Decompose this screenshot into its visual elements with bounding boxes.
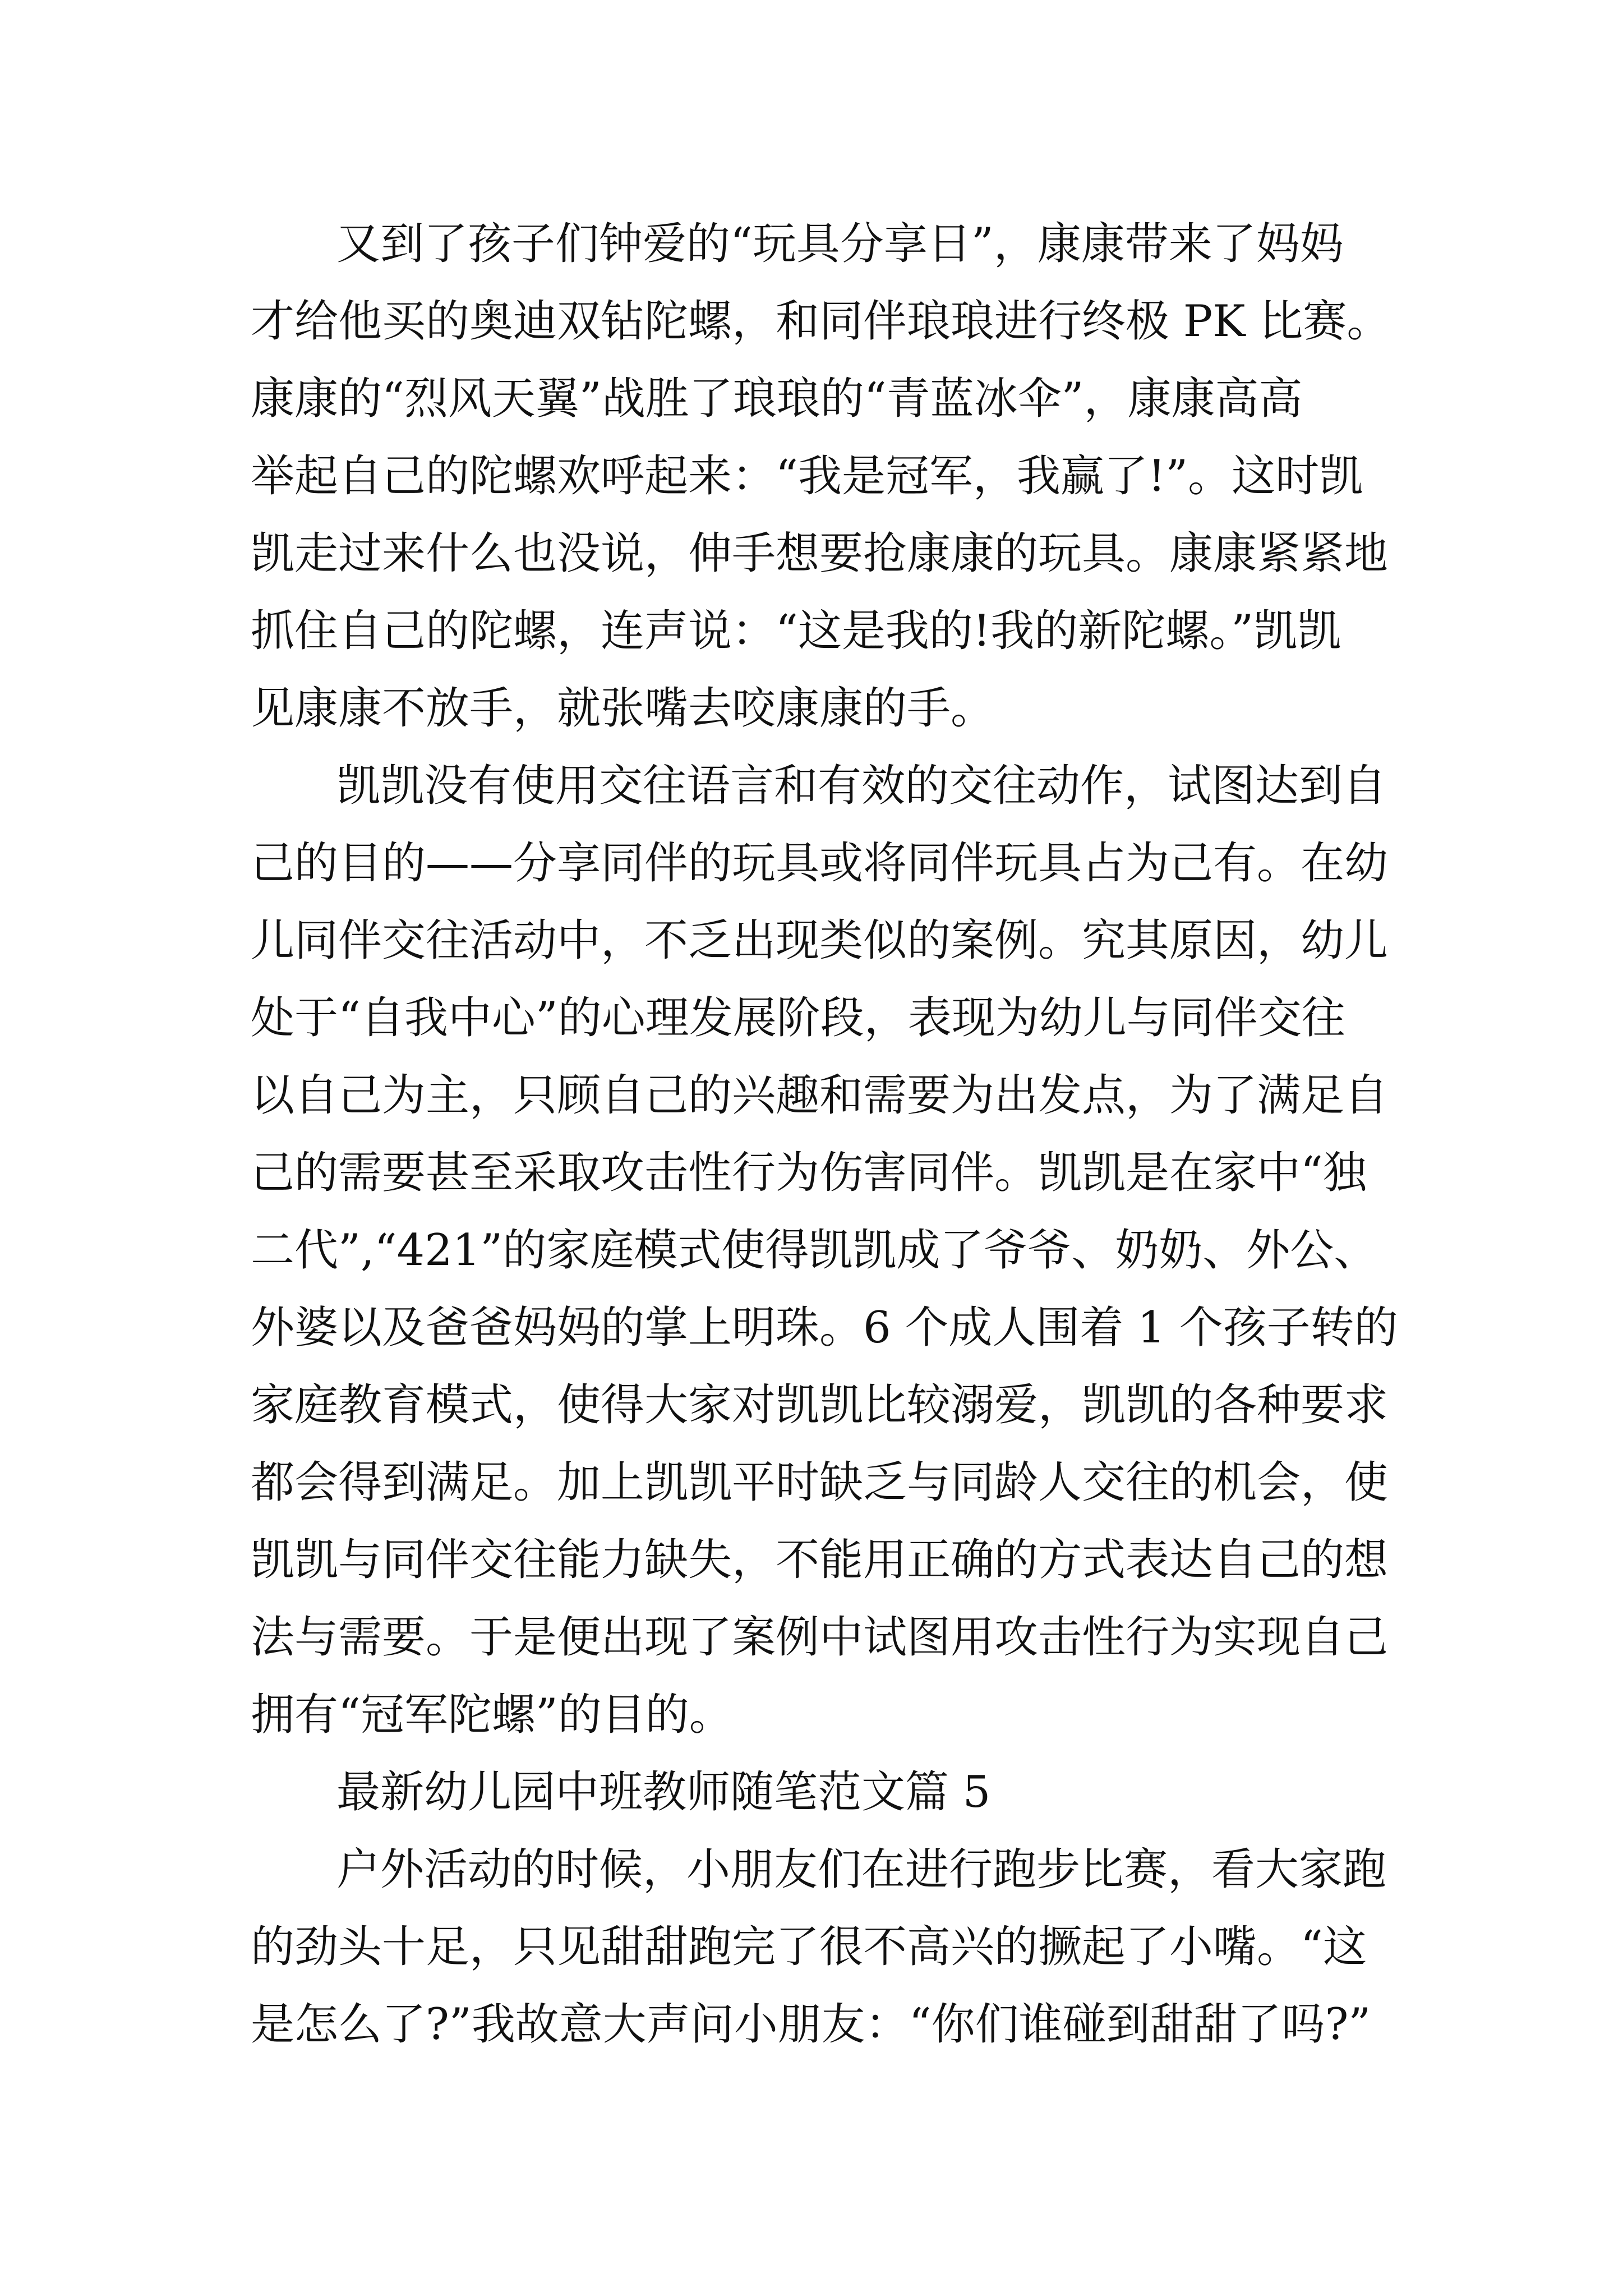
text-line: 以自己为主，只顾自己的兴趣和需要为出发点，为了满足自 [251,1070,1389,1121]
text-line: 凯凯与同伴交往能力缺失，不能用正确的方式表达自己的想 [251,1535,1389,1585]
text-line: 的劲头十足，只见甜甜跑完了很不高兴的撅起了小嘴。“这 [251,1922,1367,1972]
text-line: 抓住自己的陀螺，连声说：“这是我的!我的新陀螺。”凯凯 [251,606,1341,656]
text-line: 是怎么了?”我故意大声问小朋友：“你们谁碰到甜甜了吗?” [251,1999,1371,2050]
text-line: 户外活动的时候，小朋友们在进行跑步比赛，看大家跑 [336,1844,1387,1895]
text-line: 康康的“烈风天翼”战胜了琅琅的“青蓝冰伞”，康康高高 [251,374,1303,424]
text-line: 家庭教育模式，使得大家对凯凯比较溺爱，凯凯的各种要求 [251,1380,1389,1430]
text-line: 拥有“冠军陀螺”的目的。 [251,1690,733,1740]
text-line: 见康康不放手，就张嘴去咬康康的手。 [251,683,995,734]
text-line: 凯凯没有使用交往语言和有效的交往动作，试图达到自 [336,761,1387,811]
section-heading: 最新幼儿园中班教师随笔范文篇 5 [336,1767,991,1818]
text-line: 外婆以及爸爸妈妈的掌上明珠。6 个成人围着 1 个孩子转的 [251,1303,1398,1353]
text-line: 都会得到满足。加上凯凯平时缺乏与同龄人交往的机会，使 [251,1457,1389,1508]
text-line: 己的需要甚至采取攻击性行为伤害同伴。凯凯是在家中“独 [251,1148,1367,1198]
text-line: 举起自己的陀螺欢呼起来：“我是冠军，我赢了!”。这时凯 [251,451,1363,501]
text-line: 法与需要。于是便出现了案例中试图用攻击性行为实现自己 [251,1612,1389,1663]
text-line: 儿同伴交往活动中，不乏出现类似的案例。究其原因，幼儿 [251,915,1389,966]
text-line: 凯走过来什么也没说，伸手想要抢康康的玩具。康康紧紧地 [251,528,1389,579]
text-line: 又到了孩子们钟爱的“玩具分享日”，康康带来了妈妈 [336,219,1344,269]
text-line: 处于“自我中心”的心理发展阶段，表现为幼儿与同伴交往 [251,993,1345,1043]
text-line: 二代”,“421”的家庭模式使得凯凯成了爷爷、奶奶、外公、 [251,1225,1378,1276]
text-line: 才给他买的奥迪双钻陀螺，和同伴琅琅进行终极 PK 比赛。 [251,296,1391,347]
text-line: 己的目的——分享同伴的玩具或将同伴玩具占为己有。在幼 [251,838,1389,889]
